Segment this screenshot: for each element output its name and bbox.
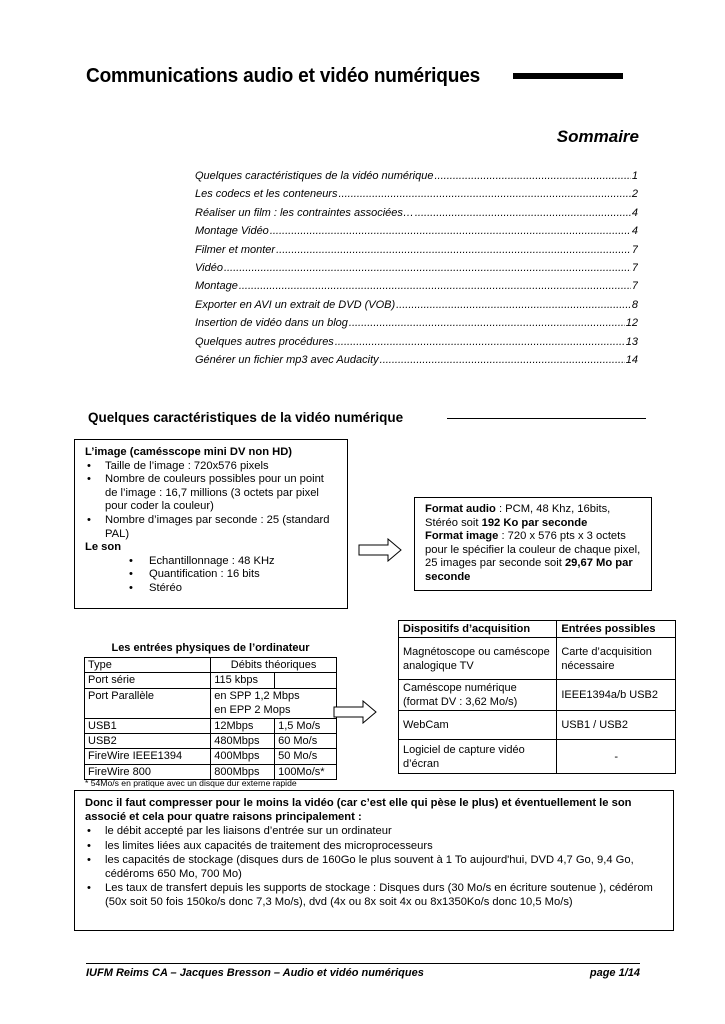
table-cell: 115 kbps: [211, 673, 275, 688]
table-row: [85, 688, 337, 718]
image-spec-box: [74, 439, 348, 609]
inputs-table: [84, 657, 337, 780]
list-item: • Nombre d’images par seconde : 25 (standard PAL): [85, 514, 339, 541]
table-row: [399, 740, 676, 774]
image-spec-list: [85, 460, 339, 542]
table-cell: 1,5 Mo/s: [275, 718, 337, 733]
image-rate: 29,67 Mo par seconde: [425, 557, 633, 583]
inputs-table-caption: Les entrées physiques de l’ordinateur: [111, 642, 310, 654]
table-header-cell: Débits théoriques: [211, 658, 337, 673]
list-item: • les capacités de stockage (disques durs de 160Go le plus souvent à 1 To aujourd'hui, DVD 4,7 Go, 9,4 Go, cédéroms 650 Mo, 700 Mo): [85, 853, 665, 881]
table-cell: 480Mbps: [211, 734, 275, 749]
devices-table: [398, 620, 676, 774]
toc-heading: Sommaire: [556, 127, 639, 146]
table-cell: FireWire IEEE1394: [85, 749, 211, 764]
table-header-row: [399, 621, 676, 638]
table-cell: USB1: [85, 718, 211, 733]
son-spec-list: [85, 555, 339, 596]
table-cell: USB1 / USB2: [557, 711, 676, 740]
table-cell: FireWire 800: [85, 764, 211, 779]
table-cell: 400Mbps: [211, 749, 275, 764]
section-rule: [447, 418, 646, 419]
table-cell: 100Mo/s*: [275, 764, 337, 779]
toc-item-page: 2: [631, 188, 638, 201]
compression-box: [74, 790, 674, 931]
toc-item[interactable]: [195, 336, 638, 354]
toc-item-label: Réaliser un film : les contraintes associées…: [195, 206, 414, 219]
toc-item-page: 1: [631, 170, 638, 182]
list-item: • le débit accepté par les liaisons d’entrée sur un ordinateur: [85, 824, 665, 838]
toc-item[interactable]: [195, 317, 638, 335]
table-row: [85, 718, 337, 733]
toc-item[interactable]: [195, 207, 638, 225]
toc-item[interactable]: [195, 354, 638, 372]
list-item: • Stéréo: [85, 582, 339, 596]
table-row: [399, 711, 676, 740]
audio-rate: 192 Ko par seconde: [481, 516, 588, 529]
table-header-cell: Type: [85, 658, 211, 673]
list-item: • Quantification : 16 bits: [85, 568, 339, 582]
toc-item[interactable]: [195, 170, 638, 188]
toc-item-label: Quelques autres procédures: [195, 335, 334, 348]
toc-item-label: Insertion de vidéo dans un blog: [195, 317, 348, 330]
toc-item-page: 4: [631, 206, 638, 219]
toc-item-label: Exporter en AVI un extrait de DVD (VOB): [195, 298, 396, 311]
toc-item[interactable]: [195, 299, 638, 317]
toc-item-label: Filmer et monter: [195, 243, 276, 256]
title-rule: [513, 73, 623, 79]
table-header-row: [85, 658, 337, 673]
image-box-heading: L’image (camésscope mini DV non HD): [85, 446, 293, 458]
list-item: • Les taux de transfert depuis les supports de stockage : Disques durs (30 Mo/s en écriture soutenue ), cédérom (50x soit 50 fois 150ko/s donc 7,3 Mo/s), dvd (4x ou 8x soit 4x ou 8x1350Ko/s donc 10,5 Mo/s): [85, 881, 665, 909]
table-cell: Port série: [85, 673, 211, 688]
table-row: [85, 749, 337, 764]
page-number: page 1/14: [589, 967, 640, 979]
toc-item-label: Montage Vidéo: [195, 225, 269, 238]
toc-item-page: 7: [631, 280, 638, 293]
section-title: Quelques caractéristiques de la vidéo numérique: [88, 410, 404, 425]
table-cell: -: [557, 740, 676, 774]
toc-item[interactable]: [195, 280, 638, 298]
table-cell: 800Mbps: [211, 764, 275, 779]
toc-item-page: 7: [631, 261, 638, 274]
compression-reasons-list: [85, 824, 665, 909]
table-row: [399, 638, 676, 680]
audio-format-text: : PCM, 48 Khz, 16bits, Stéréo soit: [425, 503, 611, 529]
table-cell: Port Parallèle: [85, 688, 211, 718]
toc-item-page: 8: [631, 298, 638, 311]
table-cell: Carte d’acquisition nécessaire: [557, 638, 676, 680]
table-footnote: * 54Mo/s en pratique avec un disque dur externe rapide: [85, 778, 297, 788]
toc-item[interactable]: [195, 225, 638, 243]
image-format-text: : 720 x 576 pts x 3 octets pour le spécifier la couleur de chaque pixel, 25 images par seconde soit: [425, 530, 641, 570]
table-header-cell: Dispositifs d’acquisition: [399, 621, 557, 638]
table-cell: Magnétoscope ou caméscope analogique TV: [399, 638, 557, 680]
table-cell: IEEE1394a/b USB2: [557, 680, 676, 711]
right-arrow-icon: [333, 700, 377, 724]
toc-item-page: 14: [625, 353, 638, 366]
table-cell: 60 Mo/s: [275, 734, 337, 749]
footer-rule: [86, 963, 640, 964]
toc-item[interactable]: [195, 244, 638, 262]
toc-item-page: 7: [631, 243, 638, 256]
table-of-contents: [195, 170, 638, 372]
compression-heading: Donc il faut compresser pour le moins la vidéo (car c’est elle qui pèse le plus) et éventuellement le son associé et cela pour quatre raisons principalement :: [85, 797, 632, 824]
table-row: [399, 680, 676, 711]
table-cell: [275, 673, 337, 688]
toc-item-label: Montage: [195, 280, 238, 293]
table-cell: Logiciel de capture vidéo d’écran: [399, 740, 557, 774]
table-header-cell: Entrées possibles: [557, 621, 676, 638]
table-cell: 12Mbps: [211, 718, 275, 733]
son-heading: Le son: [85, 541, 122, 554]
table-row: [85, 734, 337, 749]
list-item: • Echantillonnage : 48 KHz: [85, 555, 339, 569]
toc-item-label: Quelques caractéristiques de la vidéo numérique: [195, 170, 434, 182]
spp-rate: en SPP 1,2 Mbps: [214, 689, 300, 702]
toc-item-page: 13: [625, 335, 638, 348]
right-arrow-icon: [358, 538, 402, 562]
list-item: • Nombre de couleurs possibles pour un point de l’image : 16,7 millions (3 octets par pixel pour coder la couleur): [85, 473, 339, 514]
list-item: • les limites liées aux capacités de traitement des microprocesseurs: [85, 839, 665, 853]
table-cell: 50 Mo/s: [275, 749, 337, 764]
toc-item[interactable]: [195, 188, 638, 206]
image-format-label: Format image: [425, 530, 499, 543]
table-cell: Caméscope numérique (format DV : 3,62 Mo/s): [399, 680, 557, 711]
epp-rate: en EPP 2 Mops: [214, 704, 291, 717]
toc-item-label: Vidéo: [195, 261, 223, 274]
table-row: [85, 673, 337, 688]
toc-item-label: Les codecs et les conteneurs: [195, 188, 338, 201]
toc-item-page: 4: [631, 225, 638, 238]
list-item: • Taille de l’image : 720x576 pixels: [85, 460, 339, 474]
format-box: [414, 497, 652, 591]
audio-format-label: Format audio: [425, 503, 496, 515]
table-cell: [211, 688, 337, 718]
toc-item-label: Générer un fichier mp3 avec Audacity: [195, 353, 379, 366]
page-title: Communications audio et vidéo numériques: [86, 64, 481, 87]
toc-item-page: 12: [625, 317, 638, 330]
toc-item[interactable]: [195, 262, 638, 280]
table-cell: WebCam: [399, 711, 557, 740]
footer-text: IUFM Reims CA – Jacques Bresson – Audio et vidéo numériques: [86, 967, 424, 979]
table-cell: USB2: [85, 734, 211, 749]
